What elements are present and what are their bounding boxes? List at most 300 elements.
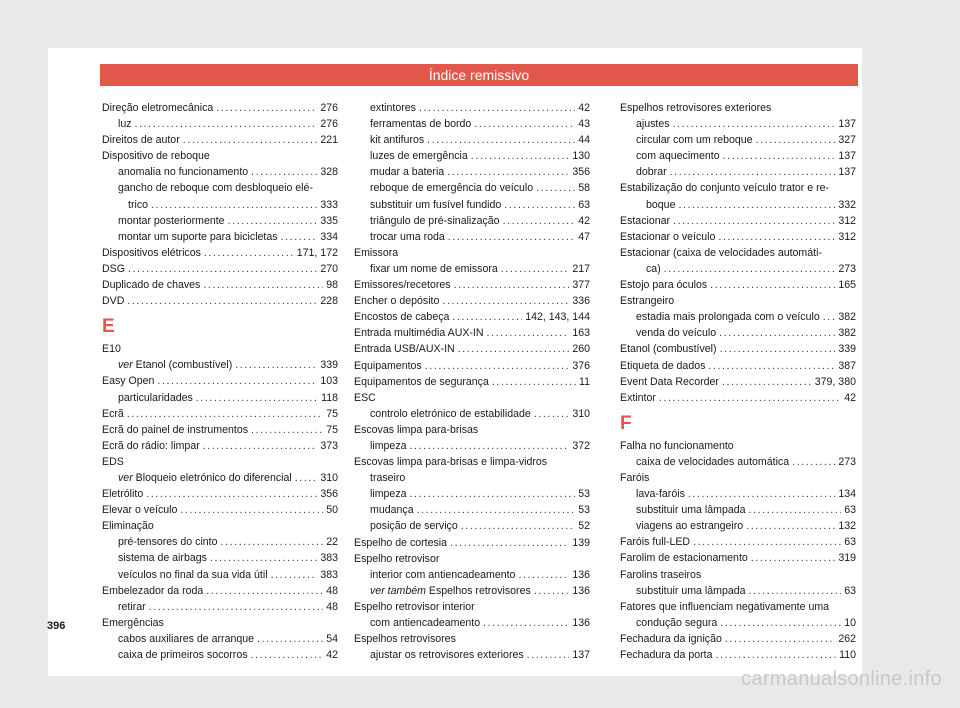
index-entry (620, 550, 856, 566)
index-entry (354, 406, 590, 422)
index-page-ref: 228 (320, 295, 338, 308)
index-entry-term: sistema de airbags (118, 552, 207, 565)
index-entry (354, 502, 590, 518)
index-entry (102, 599, 338, 615)
index-entry-term: Embelezador da roda (102, 584, 204, 597)
index-page-ref: 75 (326, 423, 338, 436)
index-page-ref: 382 (838, 327, 856, 340)
index-entry-term: Entrada multimédia AUX-IN (354, 327, 484, 340)
dot-leader (710, 277, 835, 293)
index-page-ref: 312 (838, 214, 856, 227)
index-entry-text: Bloqueio eletrónico do diferencial (135, 471, 292, 484)
index-section-letter: F (620, 412, 632, 434)
index-entry (620, 325, 856, 341)
index-page-ref: 130 (572, 150, 590, 163)
index-page-ref: 217 (572, 262, 590, 275)
index-entry (620, 341, 856, 357)
index-entry (102, 583, 338, 599)
index-entry-term: Fechadura da ignição (620, 632, 722, 645)
dot-leader (756, 132, 836, 148)
index-heading: Fatores que influenciam negativamente uma (620, 600, 830, 613)
index-heading: Farolins traseiros (620, 568, 702, 581)
index-entry-term: reboque de emergência do veículo (370, 182, 534, 195)
index-entry (102, 164, 338, 180)
index-page-ref: 276 (320, 118, 338, 131)
dot-leader (708, 358, 835, 374)
index-page-ref: 22 (326, 536, 338, 549)
index-page-ref: 134 (838, 488, 856, 501)
dot-leader (670, 164, 836, 180)
index-page-ref: 328 (320, 166, 338, 179)
index-entry-term: Easy Open (102, 375, 155, 388)
dot-leader (235, 357, 317, 373)
index-page-ref: 260 (572, 343, 590, 356)
index-entry (354, 293, 590, 309)
index-entry-term: particularidades (118, 391, 193, 404)
index-heading: Eliminação (102, 520, 154, 533)
index-entry-term: montar posteriormente (118, 214, 225, 227)
index-entry-text: Etanol (combustível) (135, 359, 233, 372)
index-page-ref: 383 (320, 568, 338, 581)
index-page-ref: 54 (326, 632, 338, 645)
index-entry-term: Estacionar o veículo (620, 230, 716, 243)
index-entry-term (118, 357, 232, 373)
index-entry (102, 116, 338, 132)
dot-leader (527, 647, 570, 663)
dot-leader (534, 583, 570, 599)
index-heading: E10 (102, 343, 121, 356)
index-entry (354, 132, 590, 148)
index-column-1 (102, 100, 338, 663)
index-entry-term: luz (118, 118, 132, 131)
index-page-ref: 376 (572, 359, 590, 372)
index-entry (102, 132, 338, 148)
index-entry-term: Direitos de autor (102, 134, 180, 147)
index-entry (354, 229, 590, 245)
index-entry (620, 502, 856, 518)
index-entry-term: montar um suporte para bicicletas (118, 230, 278, 243)
dot-leader (673, 116, 836, 132)
dot-leader (534, 406, 570, 422)
index-entry-term: mudança (370, 504, 414, 517)
index-entry (354, 374, 590, 390)
index-page-ref: 53 (578, 504, 590, 517)
dot-leader (718, 229, 835, 245)
index-page-ref: 44 (578, 134, 590, 147)
index-page-ref: 98 (326, 279, 338, 292)
index-entry-term: circular com um reboque (636, 134, 753, 147)
index-entry (620, 615, 856, 631)
index-entry (102, 567, 338, 583)
index-entry-term: Duplicado de chaves (102, 279, 201, 292)
index-page-ref: 63 (844, 584, 856, 597)
index-entry (620, 309, 856, 325)
dot-leader (483, 615, 569, 631)
index-page-ref: 221 (320, 134, 338, 147)
dot-leader (228, 213, 318, 229)
index-entry (102, 277, 338, 293)
index-entry (620, 116, 856, 132)
index-entry (620, 534, 856, 550)
dot-leader (678, 197, 835, 213)
index-entry-term: trocar uma roda (370, 230, 445, 243)
index-page-ref: 336 (572, 295, 590, 308)
dot-leader (723, 148, 836, 164)
index-entry-term (370, 583, 531, 599)
index-entry-term: limpeza (370, 439, 407, 452)
index-entry (102, 550, 338, 566)
index-entry (102, 631, 338, 647)
index-entry-term: ajustar os retrovisores exteriores (370, 649, 524, 662)
index-entry (620, 647, 856, 663)
dot-leader (295, 470, 318, 486)
index-entry (354, 341, 590, 357)
dot-leader (221, 534, 324, 550)
dot-leader (749, 502, 842, 518)
dot-leader (203, 277, 323, 293)
index-page-ref: 171, 172 (296, 246, 338, 259)
dot-leader (425, 358, 570, 374)
index-page-ref: 165 (838, 279, 856, 292)
dot-leader (722, 374, 812, 390)
index-entry-term: trico (128, 198, 149, 211)
index-page-ref: 377 (572, 279, 590, 292)
index-page-ref: 379, 380 (814, 375, 856, 388)
index-heading: Faróis (620, 471, 650, 484)
index-entry-term: Eletrólito (102, 488, 144, 501)
dot-leader (749, 583, 842, 599)
index-heading: ESC (354, 391, 376, 404)
index-entry-term: Espelho de cortesia (354, 536, 448, 549)
dot-leader (204, 245, 294, 261)
index-entry (102, 357, 338, 373)
index-entry (354, 213, 590, 229)
dot-leader (725, 631, 835, 647)
index-entry (354, 148, 590, 164)
index-heading: Escovas limpa para-brisas (354, 423, 479, 436)
dot-leader (474, 116, 575, 132)
index-heading: Dispositivo de reboque (102, 150, 210, 163)
dot-leader (257, 631, 323, 647)
index-entry-term: boque (646, 198, 676, 211)
index-page-ref: 319 (838, 552, 856, 565)
index-page-ref: 382 (838, 311, 856, 324)
index-page-ref: 270 (320, 262, 338, 275)
dot-leader (410, 486, 576, 502)
dot-leader (715, 647, 836, 663)
cross-reference-prefix: ver também (370, 584, 426, 597)
index-page-ref: 137 (838, 166, 856, 179)
index-entry (354, 100, 590, 116)
index-page-ref: 139 (572, 536, 590, 549)
index-entry (102, 534, 338, 550)
index-heading: Estabilização do conjunto veículo trator e re- (620, 182, 830, 195)
index-page-ref: 273 (838, 262, 856, 275)
dot-leader (251, 647, 324, 663)
index-page-ref: 50 (326, 504, 338, 517)
dot-leader (281, 229, 318, 245)
index-entry (354, 358, 590, 374)
index-entry-term: fixar um nome de emissora (370, 262, 498, 275)
index-entry (354, 535, 590, 551)
index-page-ref: 387 (838, 359, 856, 372)
index-entry (354, 615, 590, 631)
watermark: carmanualsonline.info (741, 668, 942, 690)
index-page-ref: 137 (838, 150, 856, 163)
index-entry-term: DVD (102, 295, 125, 308)
index-page-ref: 42 (578, 214, 590, 227)
dot-leader (458, 341, 570, 357)
dot-leader (157, 373, 317, 389)
dot-leader (183, 132, 318, 148)
index-entry-term: venda do veículo (636, 327, 717, 340)
index-entry-term: dobrar (636, 166, 667, 179)
index-entry (620, 518, 856, 534)
index-entry (620, 261, 856, 277)
index-heading: Emissora (354, 246, 399, 259)
index-page-ref: 356 (572, 166, 590, 179)
index-column-3 (620, 100, 856, 663)
dot-leader (664, 261, 836, 277)
dot-leader (127, 406, 323, 422)
index-page-ref: 63 (844, 504, 856, 517)
dot-leader (251, 422, 323, 438)
dot-leader (454, 277, 570, 293)
index-heading: Escovas limpa para-brisas e limpa-vidros (354, 456, 548, 469)
dot-leader (746, 518, 835, 534)
dot-leader (471, 148, 570, 164)
dot-leader (251, 164, 317, 180)
dot-leader (823, 309, 836, 325)
dot-leader (720, 341, 836, 357)
index-entry-term: Entrada USB/AUX-IN (354, 343, 455, 356)
dot-leader (216, 100, 317, 116)
dot-leader (503, 213, 576, 229)
index-entry (620, 213, 856, 229)
index-page-ref: 103 (320, 375, 338, 388)
index-page-ref: 383 (320, 552, 338, 565)
index-entry-term: Fechadura da porta (620, 649, 713, 661)
index-page-ref: 339 (320, 359, 338, 372)
index-entry (354, 277, 590, 293)
index-entry-term: Faróis full-LED (620, 536, 691, 549)
index-entry-term: ca) (646, 262, 661, 275)
index-page-ref: 43 (578, 118, 590, 131)
index-page-ref: 310 (320, 471, 338, 484)
dot-leader (196, 390, 318, 406)
index-entry (354, 116, 590, 132)
dot-leader (271, 567, 318, 583)
index-page-ref: 373 (320, 439, 338, 452)
index-page-ref: 262 (838, 632, 856, 645)
index-entry-term: caixa de velocidades automática (636, 455, 790, 468)
index-entry-term: estadia mais prolongada com o veículo (636, 311, 820, 324)
index-page-ref: 142, 143, 144 (525, 311, 590, 324)
index-entry (354, 180, 590, 196)
index-page-ref: 53 (578, 488, 590, 501)
index-entry-term: Etiqueta de dados (620, 359, 706, 372)
index-entry-term: caixa de primeiros socorros (118, 649, 248, 661)
dot-leader (447, 164, 569, 180)
cross-reference-prefix: ver (118, 359, 133, 372)
dot-leader (536, 180, 575, 196)
dot-leader (419, 100, 575, 116)
page-header: Índice remissivo (100, 64, 858, 86)
index-entry-term: retirar (118, 600, 146, 613)
index-page-ref: 136 (572, 617, 590, 629)
index-heading: gancho de reboque com desbloqueio elé- (118, 182, 313, 195)
index-entry-term: DSG (102, 262, 125, 275)
index-entry-term: Ecrã do painel de instrumentos (102, 423, 249, 436)
index-page-ref: 136 (572, 584, 590, 597)
index-page-ref: 63 (844, 536, 856, 549)
index-entry (354, 325, 590, 341)
index-heading: EDS (102, 455, 124, 468)
dot-leader (659, 390, 841, 406)
index-entry-term: viagens ao estrangeiro (636, 520, 744, 533)
dot-leader (688, 486, 835, 502)
index-page-ref: 63 (578, 198, 590, 211)
index-entry-term: substituir um fusível fundido (370, 198, 502, 211)
index-entry-term: Estojo para óculos (620, 279, 708, 292)
index-entry-term: pré-tensores do cinto (118, 536, 218, 549)
index-heading: Espelhos retrovisores exteriores (620, 102, 772, 114)
index-entry-term: posição de serviço (370, 520, 458, 533)
index-entry (620, 486, 856, 502)
index-page-ref: 52 (578, 520, 590, 533)
dot-leader (410, 438, 570, 454)
index-page-ref: 137 (838, 118, 856, 131)
index-page-ref: 163 (572, 327, 590, 340)
index-entry-text: Espelhos retrovisores (428, 584, 531, 597)
index-entry (354, 164, 590, 180)
index-entry (102, 293, 338, 309)
dot-leader (127, 293, 317, 309)
index-entry (354, 486, 590, 502)
index-entry (620, 277, 856, 293)
dot-leader (487, 325, 570, 341)
index-entry-term: substituir uma lâmpada (636, 504, 746, 517)
index-entry (102, 422, 338, 438)
index-heading: Espelho retrovisor (354, 552, 440, 565)
index-entry (354, 197, 590, 213)
index-entry (620, 390, 856, 406)
dot-leader (151, 197, 317, 213)
index-page-ref: 335 (320, 214, 338, 227)
index-entry-term: Estacionar (620, 214, 671, 227)
dot-leader (792, 454, 835, 470)
dot-leader (461, 518, 575, 534)
index-entry (620, 164, 856, 180)
index-heading: Estrangeiro (620, 295, 675, 308)
index-page-ref: 356 (320, 488, 338, 501)
index-heading: Espelhos retrovisores (354, 633, 456, 646)
index-entry-term: controlo eletrónico de estabilidade (370, 407, 531, 420)
dot-leader (442, 293, 569, 309)
dot-leader (210, 550, 317, 566)
index-entry-term: Etanol (combustível) (620, 343, 717, 356)
dot-leader (135, 116, 318, 132)
index-page-ref: 118 (321, 391, 338, 404)
index-heading: Estacionar (caixa de velocidades automáti- (620, 246, 822, 259)
index-heading: traseiro (370, 472, 406, 485)
index-section-letter: E (102, 316, 115, 338)
index-entry-term: extintores (370, 102, 416, 114)
index-page-ref: 136 (572, 568, 590, 581)
index-page-ref: 312 (838, 230, 856, 243)
dot-leader (417, 502, 576, 518)
index-page-ref: 11 (579, 375, 590, 388)
index-column-2 (354, 100, 590, 663)
index-entry (102, 245, 338, 261)
index-entry (102, 197, 338, 213)
index-page-ref: 48 (326, 600, 338, 613)
index-page-ref: 339 (838, 343, 856, 356)
index-page-ref: 10 (844, 616, 856, 629)
index-entry-term: kit antifuros (370, 134, 425, 147)
dot-leader (492, 374, 576, 390)
index-entry (102, 213, 338, 229)
index-entry (354, 309, 590, 325)
index-entry-term: Ecrã (102, 407, 124, 420)
index-page-ref: 42 (326, 649, 338, 661)
dot-leader (427, 132, 575, 148)
dot-leader (518, 567, 569, 583)
index-page-ref: 132 (838, 520, 856, 533)
index-heading: Falha no funcionamento (620, 439, 734, 452)
index-entry (102, 229, 338, 245)
index-page-ref: 333 (320, 198, 338, 211)
index-entry-term: com aquecimento (636, 150, 720, 163)
index-entry (354, 567, 590, 583)
dot-leader (448, 229, 575, 245)
index-entry-term: lava-faróis (636, 488, 685, 501)
index-page-ref: 372 (572, 439, 590, 452)
index-page-ref: 58 (578, 182, 590, 195)
dot-leader (180, 502, 323, 518)
index-entry (354, 261, 590, 277)
index-entry (102, 502, 338, 518)
dot-leader (720, 615, 841, 631)
index-entry-term: Dispositivos elétricos (102, 246, 201, 259)
index-entry (102, 406, 338, 422)
index-entry (102, 390, 338, 406)
index-entry (354, 583, 590, 599)
index-entry-term: substituir uma lâmpada (636, 584, 746, 597)
dot-leader (146, 486, 317, 502)
index-entry (620, 229, 856, 245)
dot-leader (206, 583, 323, 599)
index-page-ref: 273 (838, 455, 856, 468)
dot-leader (128, 261, 317, 277)
index-entry-term: Equipamentos de segurança (354, 375, 489, 388)
dot-leader (501, 261, 570, 277)
index-entry-term (118, 470, 292, 486)
index-page-ref: 276 (320, 102, 338, 114)
index-entry-term: triângulo de pré-sinalização (370, 214, 500, 227)
index-entry-term: interior com antiencadeamento (370, 568, 516, 581)
index-entry-term: Elevar o veículo (102, 504, 178, 517)
dot-leader (719, 325, 835, 341)
index-page-ref: 310 (572, 407, 590, 420)
index-entry-term: Ecrã do rádio: limpar (102, 439, 200, 452)
index-entry-term: Encher o depósito (354, 295, 440, 308)
index-entry (620, 631, 856, 647)
index-entry (102, 486, 338, 502)
index-entry-term: com antiencadeamento (370, 617, 481, 629)
dot-leader (673, 213, 835, 229)
index-entry (620, 358, 856, 374)
